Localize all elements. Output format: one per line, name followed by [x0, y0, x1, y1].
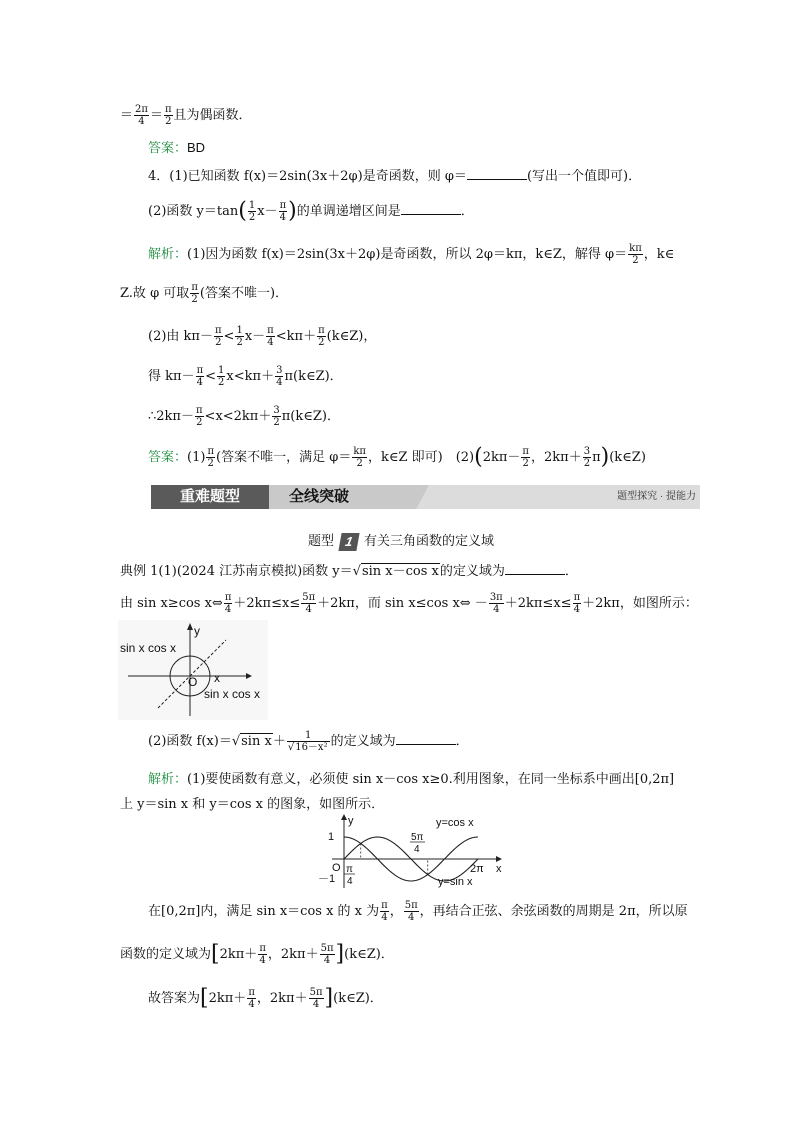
- y-axis-arrow: [341, 814, 347, 820]
- origin-label: O: [188, 675, 198, 689]
- type-heading: 题型 1 有关三角函数的定义域: [308, 533, 495, 549]
- fraction: $\frac{2\pi}{4}$: [135, 104, 148, 127]
- y-tick-1: 1: [328, 831, 335, 843]
- tick-pi-4-num: π: [346, 864, 353, 875]
- answer-blank: [396, 732, 456, 745]
- section-banner: [151, 485, 700, 509]
- sqrt-expr: sin x－cos x: [361, 564, 439, 579]
- x-axis-label: x: [496, 863, 502, 875]
- banner-left-label: 重难题型: [151, 485, 269, 509]
- figure-label-top: sin x cos x: [120, 641, 177, 655]
- question-4-part2: (2)函数 y＝tan( $\frac{1}{2}$ x－ $\frac{\pi}{4}$ )的单调递增区间是 ．: [148, 198, 474, 224]
- answer-blank: [505, 562, 565, 575]
- fraction: $\frac{\pi}{2}$: [164, 104, 172, 127]
- solution-label: 解析：: [148, 246, 188, 261]
- solution-ex1-line3: 在[0,2π]内，满足 sin x＝cos x 的 x 为 $\frac{\pi}{4}$ ， $\frac{5\pi}{4}$ ，再结合正弦、余弦函数的周期是 2π，所以原: [148, 900, 688, 923]
- tick-2pi: 2π: [470, 863, 484, 875]
- banner-tag: 题型探究 · 提能力: [617, 491, 696, 502]
- x-axis-label: x: [214, 671, 220, 685]
- answer-blank: [467, 167, 527, 180]
- solution-4-line4: 得 kπ－ $\frac{\pi}{4}$ < $\frac{1}{2}$ x<kπ＋ $\frac{3}{4}$ π(k∈Z)．: [148, 365, 343, 388]
- solution-label: 解析：: [148, 771, 188, 786]
- tick-pi-4-den: 4: [347, 876, 353, 887]
- y-axis-label: y: [348, 815, 354, 827]
- answer-4-line: 答案：(1) $\frac{\pi}{2}$ (答案不唯一，满足 φ＝ $\frac{k\pi}{2}$ ，k∈Z 即可) (2)(2kπ－ $\frac{\pi}{2}$ ，2kπ＋ $\frac{3}{2}$ π)(k∈Z): [148, 444, 646, 470]
- text: ＝: [149, 108, 163, 123]
- example-1-line2: 由 sin x≥cos x⇔ $\frac{\pi}{4}$ ＋2kπ≤x≤ $\frac{5\pi}{4}$ ＋2kπ，而 sin x≤cos x⇔ － $\frac{3\pi}{4}$ ＋2kπ≤x≤ $\frac{\pi}{4}$ ＋2kπ，如图所示：: [120, 592, 698, 615]
- sin-cos-graph: [312, 812, 512, 892]
- text: ＝: [120, 108, 134, 123]
- y-tick-minus1: －1: [318, 873, 336, 885]
- solution-ex1-line2: 上 y＝sin x 和 y＝cos x 的图象，如图所示．: [120, 797, 385, 812]
- banner-title: 全线突破: [289, 488, 350, 505]
- answer-label: 答案：: [148, 449, 188, 464]
- solution-4-line5: ∴2kπ－ $\frac{\pi}{2}$ <x<2kπ＋ $\frac{3}{2}$ π(k∈Z)．: [148, 405, 340, 428]
- question-4-part1: [148, 167, 641, 186]
- text: 4．(1)已知函数 f(x)＝2sin(3x＋2φ)是奇函数，则 φ＝: [148, 169, 467, 184]
- tick-5pi-4-den: 4: [414, 844, 420, 855]
- figure-label-bottom: sin x cos x: [204, 687, 261, 701]
- answer-value: BD: [187, 140, 206, 155]
- x-axis-arrow: [496, 856, 502, 862]
- y-axis-label: y: [194, 624, 200, 638]
- solution-4-line1: 解析：(1)因为函数 f(x)＝2sin(3x＋2φ)是奇函数，所以 2φ＝kπ，k∈Z，解得 φ＝ $\frac{k\pi}{2}$ ，k∈: [148, 243, 675, 266]
- final-answer-line: 故答案为[2kπ＋ $\frac{\pi}{4}$ ，2kπ＋ $\frac{5\pi}{4}$ ](k∈Z)．: [148, 985, 383, 1011]
- example-1-line1: 典例 1(1)(2024 江苏南京模拟)函数 y＝√sin x－cos x的定义域为 ．: [120, 564, 578, 579]
- text: (写出一个值即可)．: [526, 169, 642, 184]
- unit-circle-figure: [118, 620, 268, 720]
- type-number-badge: 1: [338, 533, 359, 551]
- answer-label: 答案：: [148, 140, 188, 155]
- solution-4-line2: Z.故 φ 可取 $\frac{\pi}{2}$ (答案不唯一)．: [120, 282, 289, 305]
- sqrt-expr: sin x: [241, 734, 272, 749]
- tick-5pi-4-num: 5π: [411, 832, 424, 843]
- answer-blank: [401, 202, 461, 215]
- continuation-line: [120, 104, 252, 127]
- fraction: $\frac{1}{\text{√16－x²}}$: [287, 730, 328, 753]
- text: 且为偶函数．: [173, 108, 252, 123]
- answer-line-bd: [148, 139, 205, 158]
- example-1-part2: (2)函数 f(x)＝√sin x＋ $\frac{1}{\text{√16－x²}}$ 的定义域为 ．: [148, 730, 469, 753]
- sin-curve-label: y=sin x: [438, 876, 473, 888]
- cos-curve-label: y=cos x: [436, 817, 474, 829]
- solution-4-line3: (2)由 kπ－ $\frac{\pi}{2}$ < $\frac{1}{2}$ x－ $\frac{\pi}{4}$ <kπ＋ $\frac{\pi}{2}$ (k∈Z)，: [148, 325, 377, 348]
- solution-ex1-line1: 解析：(1)要使函数有意义，必须使 sin x－cos x≥0.利用图象，在同一坐标系中画出[0,2π]: [148, 771, 675, 787]
- origin-label: O: [332, 862, 341, 874]
- solution-ex1-line4: 函数的定义域为[2kπ＋ $\frac{\pi}{4}$ ，2kπ＋ $\frac{5\pi}{4}$ ](k∈Z)．: [120, 941, 394, 967]
